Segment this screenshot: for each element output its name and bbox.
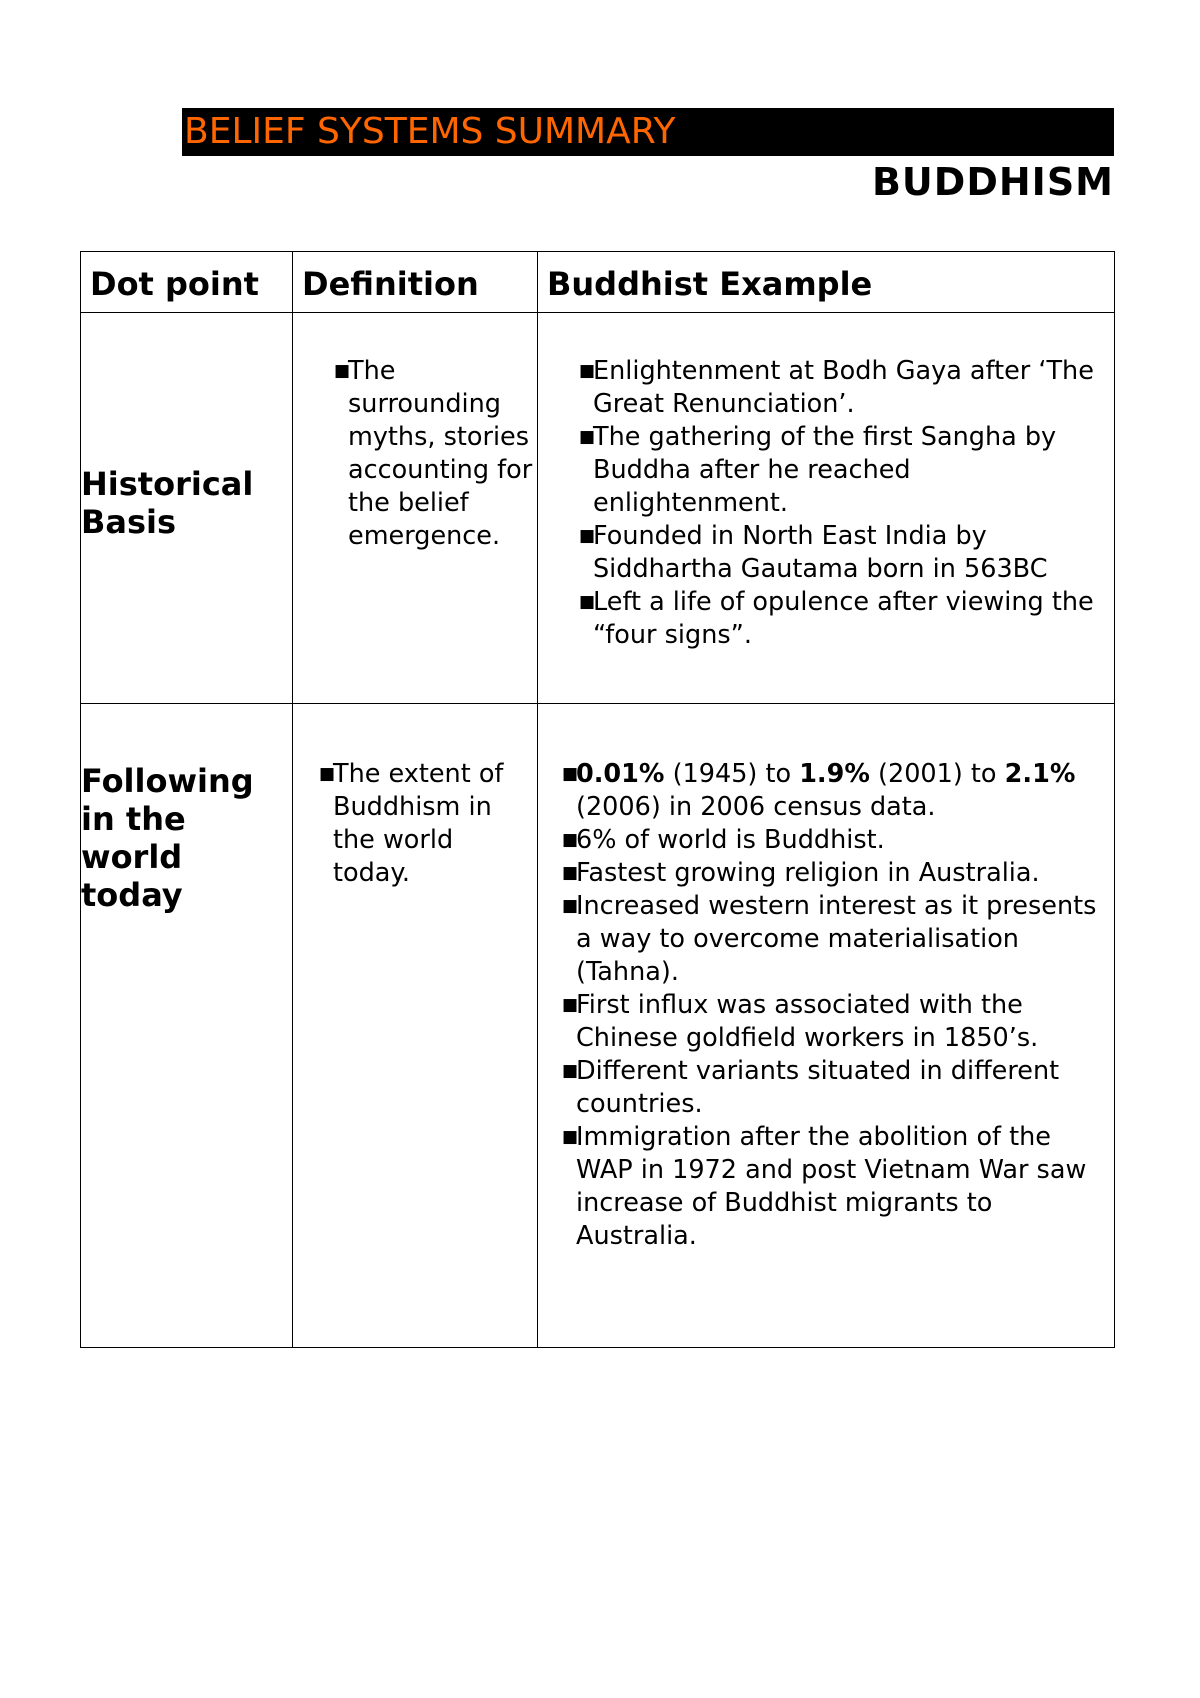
- table-row: [81, 704, 1115, 1348]
- definition-cell: [293, 313, 538, 704]
- list-item: ■ The extent of Buddhism in the world today.: [315, 758, 533, 890]
- list-item: ■ Different variants situated in different countries.: [558, 1055, 1110, 1121]
- row-heading-line: Following: [81, 762, 254, 800]
- list-item: ■ First influx was associated with the Chinese goldfield workers in 1850’s.: [558, 989, 1110, 1055]
- table-row: [81, 313, 1115, 704]
- definition-cell: [293, 704, 538, 1348]
- list-item: ■ Immigration after the abolition of the WAP in 1972 and post Vietnam War saw increase of Buddhist migrants to Australia.: [558, 1121, 1110, 1253]
- table-header-row: [81, 252, 1115, 313]
- list-item: ■ The surrounding myths, stories accounting for the belief emergence.: [330, 355, 533, 553]
- summary-table: [80, 251, 1115, 1348]
- example-cell: [538, 313, 1115, 704]
- list-item: ■ 6% of world is Buddhist.: [558, 824, 1110, 857]
- definition-list: [293, 313, 537, 553]
- census-year: (2006) in 2006 census data.: [576, 792, 936, 822]
- census-value: 1.9%: [799, 759, 870, 789]
- row-heading-line: world: [81, 838, 183, 876]
- page-subtitle: BUDDHISM: [871, 160, 1114, 204]
- title-banner: [182, 108, 1114, 156]
- row-heading-line: Basis: [81, 503, 177, 541]
- example-cell: [538, 704, 1115, 1348]
- list-item: ■ Left a life of opulence after viewing the “four signs”.: [575, 586, 1110, 652]
- example-list: [538, 704, 1114, 1253]
- row-heading-line: in the: [81, 800, 186, 838]
- list-item: ■ Enlightenment at Bodh Gaya after ‘The Great Renunciation’.: [575, 355, 1110, 421]
- list-item: ■ Founded in North East India by Siddhartha Gautama born in 563BC: [575, 520, 1110, 586]
- census-year: (2001) to: [869, 759, 997, 789]
- census-value: 0.01%: [576, 759, 665, 789]
- list-item: ■ Increased western interest as it presents a way to overcome materialisation (Tahna).: [558, 890, 1110, 989]
- census-year: (1945) to: [664, 759, 800, 789]
- definition-list: [293, 704, 537, 890]
- column-header-dot-point: Dot point: [81, 252, 293, 313]
- row-heading: [81, 704, 293, 1348]
- example-list: [538, 313, 1114, 652]
- census-value: 2.1%: [1004, 759, 1076, 789]
- list-item: ■ Fastest growing religion in Australia.: [558, 857, 1110, 890]
- row-heading: [81, 313, 293, 704]
- list-item: ■ The gathering of the first Sangha by Buddha after he reached enlightenment.: [575, 421, 1110, 520]
- column-header-example: Buddhist Example: [538, 252, 1115, 313]
- page-title: BELIEF SYSTEMS SUMMARY: [184, 111, 676, 152]
- row-heading-line: Historical: [81, 465, 254, 503]
- column-header-definition: Definition: [293, 252, 538, 313]
- census-list-item: [558, 758, 1110, 824]
- row-heading-line: today: [81, 876, 183, 914]
